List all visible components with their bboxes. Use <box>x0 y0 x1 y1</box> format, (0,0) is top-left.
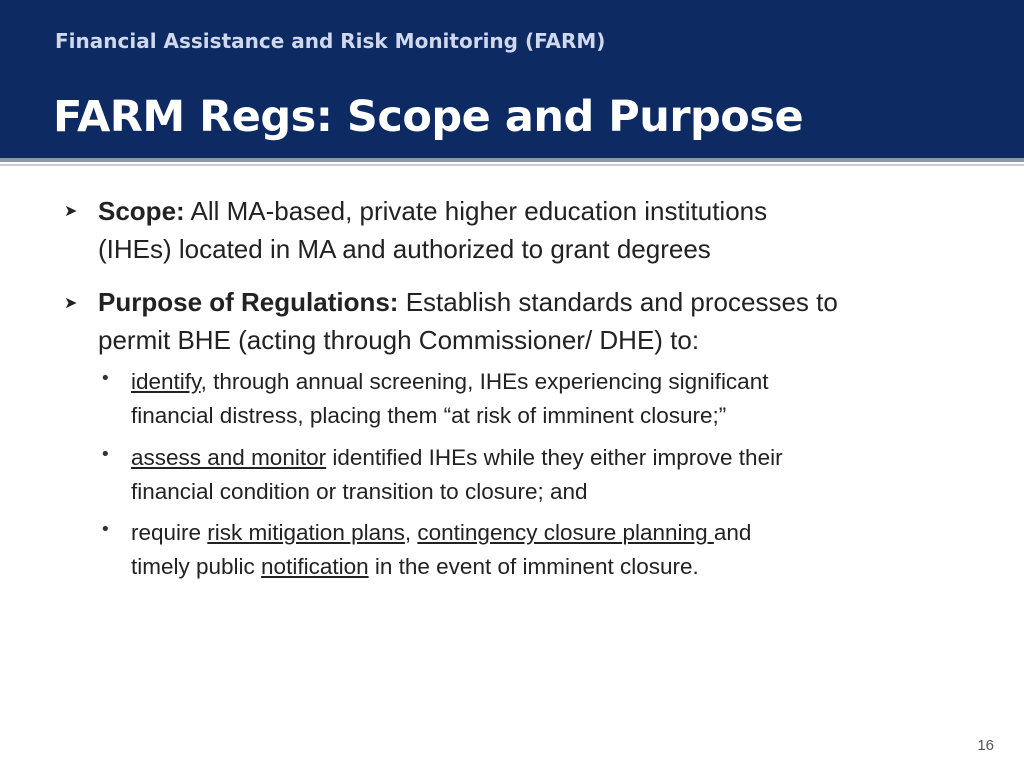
bullet-dot-icon: • <box>100 444 111 465</box>
bullet2-text: identified IHEs while they either improve their <box>326 445 783 470</box>
scope-paragraph <box>98 192 978 268</box>
arrow-bullet-icon: ➤ <box>64 201 78 220</box>
scope-text-line2: (IHEs) located in MA and authorized to grant degrees <box>98 234 711 264</box>
bullet3-pre: require <box>131 520 208 545</box>
title-banner <box>0 0 1024 158</box>
bullet-dot-icon: • <box>100 519 111 540</box>
page-number: 16 <box>977 737 994 754</box>
scope-text-line1: All MA-based, private higher education institutions <box>184 196 768 226</box>
slide-title: FARM Regs: Scope and Purpose <box>53 92 804 142</box>
notification-link[interactable]: notification <box>261 554 369 579</box>
bullet3-line2-post: in the event of imminent closure. <box>368 554 699 579</box>
divider-line-thin <box>0 164 1024 166</box>
bullet3-post: and <box>713 520 752 545</box>
bullet1-text: , through annual screening, IHEs experiencing significant <box>200 369 769 394</box>
bullet1-line2: financial distress, placing them “at risk of imminent closure;” <box>131 403 727 428</box>
purpose-text-line2: permit BHE (acting through Commissioner/ DHE) to: <box>98 325 700 355</box>
divider-line <box>0 158 1024 162</box>
purpose-text-line1: Establish standards and processes to <box>398 287 838 317</box>
slide-subtitle: Financial Assistance and Risk Monitoring (FARM) <box>55 29 606 53</box>
bullet-dot-icon: • <box>100 368 111 389</box>
purpose-label: Purpose of Regulations: <box>98 287 399 317</box>
bullet3-sep: , <box>404 520 418 545</box>
assess-monitor-link[interactable]: assess and monitor <box>131 445 327 470</box>
bullet-assess-monitor <box>131 441 981 509</box>
bullet2-line2: financial condition or transition to closure; and <box>131 479 588 504</box>
bullet-require <box>131 516 981 584</box>
bullet3-line2-pre: timely public <box>131 554 262 579</box>
risk-mitigation-plans-link[interactable]: risk mitigation plans <box>207 520 405 545</box>
arrow-bullet-icon: ➤ <box>64 293 78 312</box>
scope-label: Scope: <box>98 196 185 226</box>
identify-link[interactable]: identify <box>131 369 201 394</box>
contingency-closure-planning-link[interactable]: contingency closure planning <box>417 520 714 545</box>
bullet-identify <box>131 365 981 433</box>
purpose-paragraph <box>98 283 978 359</box>
